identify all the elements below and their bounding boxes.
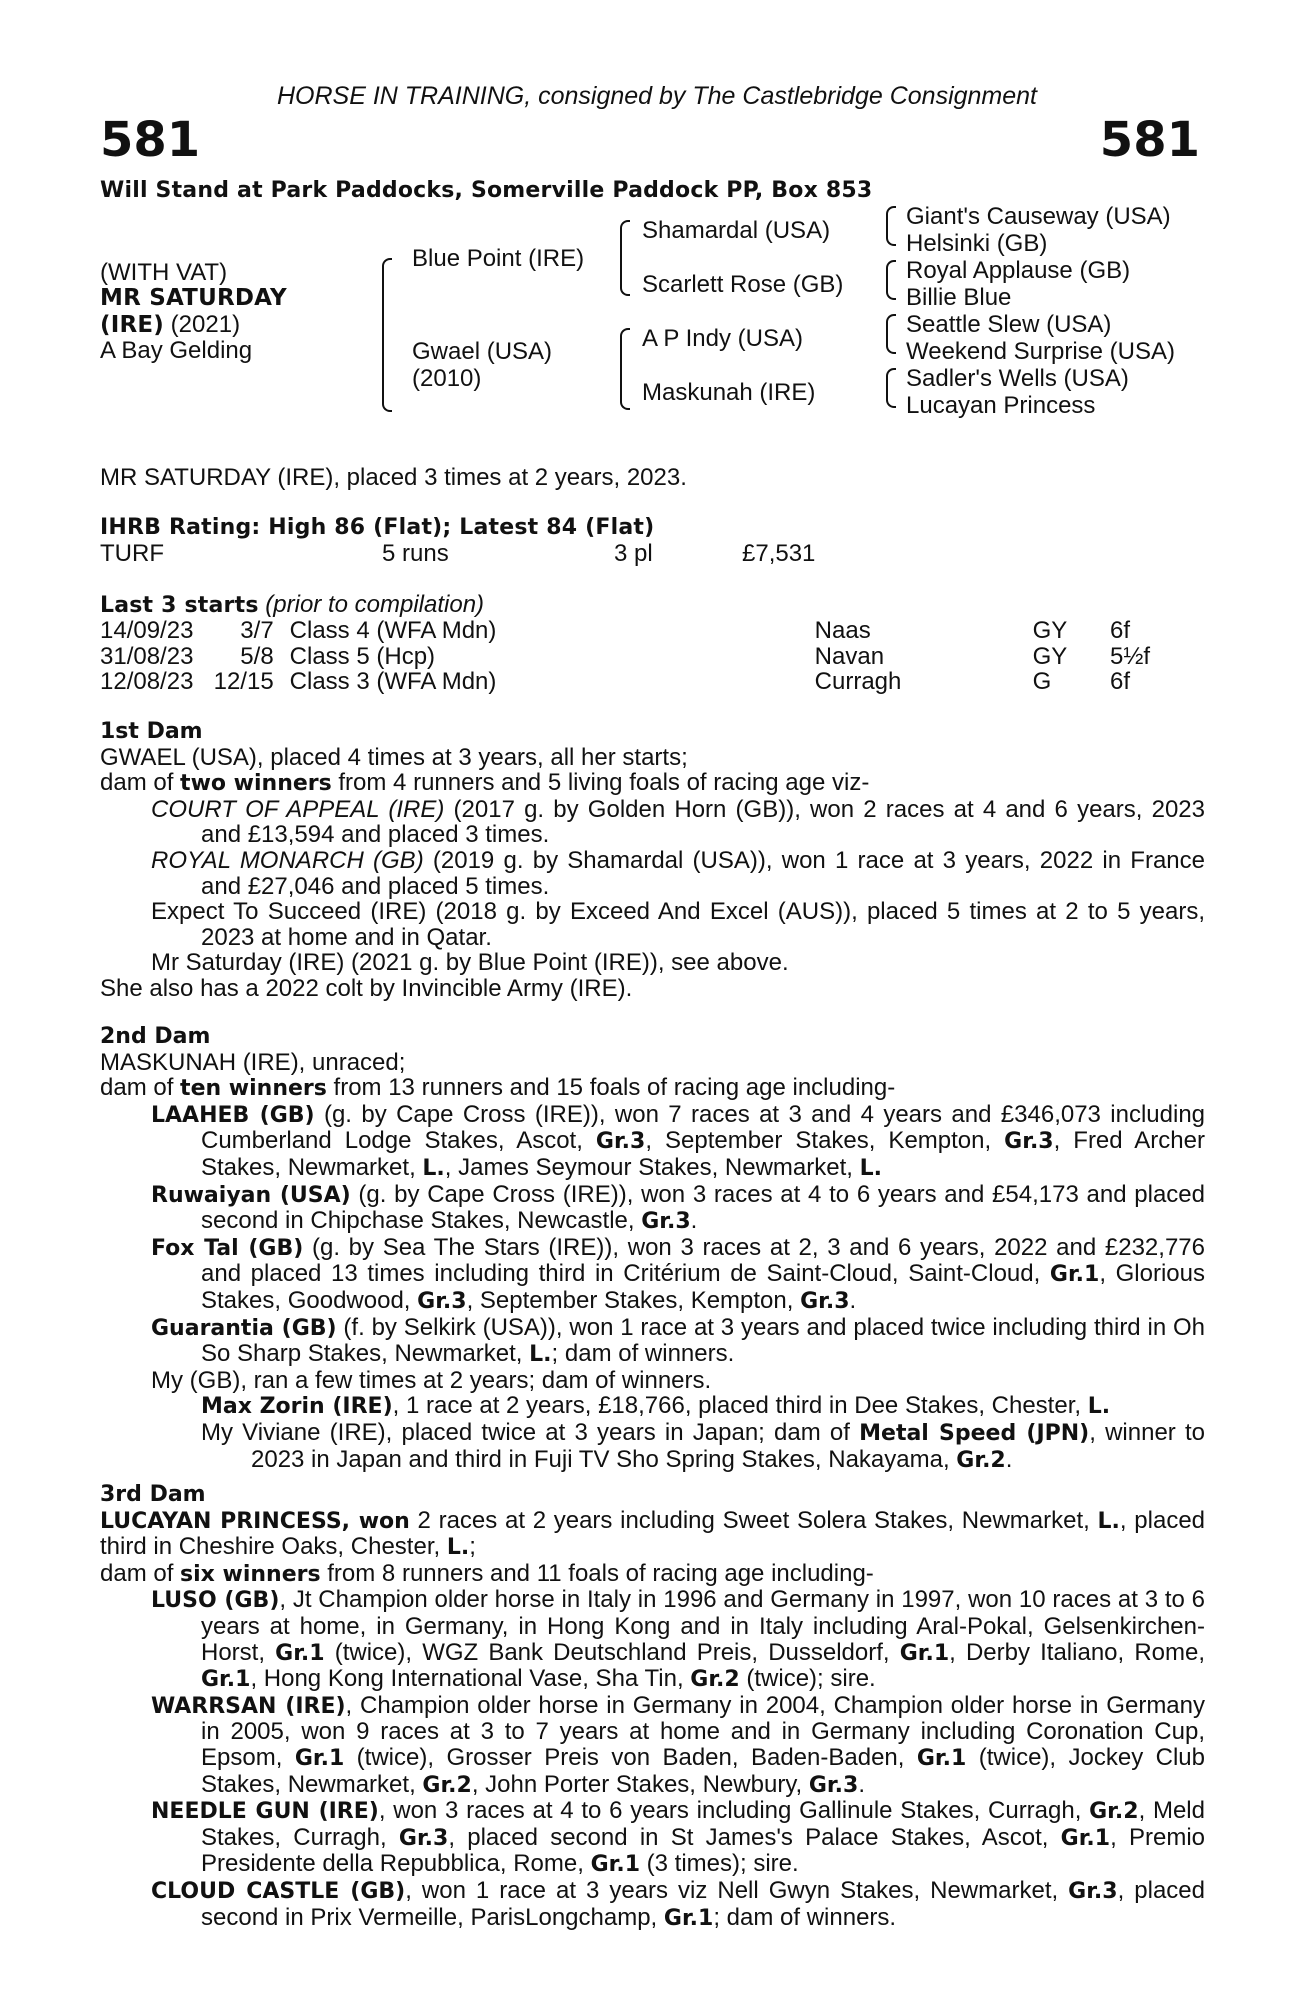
grade: Gr.3	[398, 1825, 449, 1851]
dam-dam-dam: Lucayan Princess	[906, 392, 1096, 419]
table-row	[100, 669, 1150, 695]
grade: Gr.2	[1089, 1799, 1139, 1825]
text: (g. by Sea The Stars (IRE)), won 3 races at 2, 3 and 6 years, 2022 and £232,776 and placed 13 times including third in Critérium de Saint-Cloud, Saint-Cloud,	[201, 1233, 1205, 1288]
horse-year: (2021)	[164, 311, 241, 338]
start-date: 31/08/23	[100, 642, 194, 670]
text: , James Seymour Stakes, Newmarket,	[444, 1153, 860, 1181]
sire: Blue Point (IRE)	[412, 245, 585, 272]
first-dam-title: 1st Dam	[100, 719, 203, 744]
progeny-name: Ruwaiyan (USA)	[151, 1182, 351, 1208]
text: (twice); sire.	[739, 1665, 876, 1693]
progeny-name: CLOUD CASTLE (GB)	[151, 1878, 406, 1904]
text: from 4 runners and 5 living foals of racing age viz-	[331, 769, 870, 797]
grade: Gr.1	[275, 1640, 325, 1666]
first-dam-line: GWAEL (USA), placed 4 times at 3 years, all her starts;	[100, 743, 688, 771]
first-dam-produce-intro	[100, 770, 1205, 797]
winners-count: two winners	[180, 771, 332, 797]
start-distance: 6f	[1109, 668, 1130, 696]
grade: L.	[1097, 1508, 1120, 1534]
rating-placed: 3 pl	[614, 540, 653, 567]
text: .	[849, 1286, 857, 1314]
table-row	[100, 644, 1150, 670]
text: , Jt Champion older horse in Italy in 1996 and Germany in 1997, won 10 races at 3 to 6 years at home, in Germany, in Hong Kong and in Italy including Aral-Pokal, Gelsenkirchen-Horst,	[201, 1586, 1205, 1666]
pedigree-brace-2a	[620, 220, 630, 296]
progeny-name: NEEDLE GUN (IRE)	[151, 1799, 379, 1825]
table-row	[100, 618, 1150, 644]
pedigree-brace-3d	[886, 368, 896, 408]
start-race: Class 4 (WFA Mdn)	[289, 617, 497, 644]
race-summary: MR SATURDAY (IRE), placed 3 times at 2 years, 2023.	[100, 464, 687, 491]
sire-dam: Scarlett Rose (GB)	[642, 271, 844, 298]
grade: Gr.1	[201, 1667, 251, 1693]
progeny-name: Metal Speed (JPN)	[859, 1420, 1090, 1446]
text: (twice), Grosser Preis von Baden, Baden-Baden,	[344, 1743, 917, 1771]
start-distance: 5½f	[1109, 642, 1150, 670]
start-position: 5/8	[240, 642, 274, 670]
start-course: Naas	[814, 617, 871, 644]
progeny-entry	[100, 1798, 1205, 1878]
horse-description: A Bay Gelding	[100, 337, 253, 364]
winners-count: ten winners	[180, 1076, 327, 1102]
text: ; dam of winners.	[551, 1340, 735, 1368]
progeny-entry	[100, 848, 1205, 899]
start-course: Curragh	[814, 668, 902, 696]
lot-number-right: 581	[1099, 112, 1200, 168]
horse-origin	[100, 312, 240, 339]
grade: L.	[422, 1155, 445, 1181]
pedigree-brace-2b	[620, 328, 630, 410]
starts-heading	[100, 592, 484, 619]
grade: Gr.2	[956, 1447, 1006, 1473]
dam: Gwael (USA)	[412, 338, 553, 365]
progeny-entry: Expect To Succeed (IRE) (2018 g. by Exceed And Excel (AUS)), placed 5 times at 2 to 5 years, 2023 at home and in Qatar.	[151, 898, 1205, 951]
second-dam-produce-intro	[100, 1075, 1205, 1102]
pedigree-brace-3b	[886, 260, 896, 300]
start-going: GY	[1032, 642, 1068, 670]
text: , September Stakes, Kempton,	[466, 1286, 801, 1314]
start-going: GY	[1032, 617, 1068, 644]
text: , 1 race at 2 years, £18,766, placed third in Dee Stakes, Chester,	[392, 1392, 1088, 1420]
text: .	[1005, 1445, 1013, 1473]
dam-year: (2010)	[412, 365, 482, 392]
text: , won 1 race at 3 years viz Nell Gwyn Stakes, Newmarket,	[405, 1876, 1069, 1904]
pedigree-brace-3a	[886, 206, 896, 246]
text: (f. by Selkirk (USA)), won 1 race at 3 years and placed twice including third in Oh So Sharp Stakes, Newmarket,	[201, 1313, 1206, 1368]
first-dam-section	[100, 719, 1205, 1002]
text: dam of	[100, 769, 181, 797]
rating-title: IHRB Rating: High 86 (Flat); Latest 84 (Flat)	[100, 515, 655, 540]
text: , winner to 2023 in Japan and third in Fuji TV Sho Spring Stakes, Nakayama,	[251, 1418, 1205, 1473]
text: (twice), WGZ Bank Deutschland Preis, Dusseldorf,	[324, 1638, 900, 1666]
progeny-entry	[100, 1182, 1205, 1235]
text: (3 times); sire.	[640, 1850, 799, 1878]
text: , Premio Presidente della Repubblica, Rome,	[201, 1823, 1205, 1878]
catalogue-header: HORSE IN TRAINING, consigned by The Castlebridge Consignment	[276, 82, 1038, 110]
progeny-name: Max Zorin (IRE)	[201, 1394, 393, 1420]
grade: L.	[1087, 1394, 1111, 1420]
progeny-name: COURT OF APPEAL (IRE)	[151, 795, 445, 823]
dam-dam-sire: Sadler's Wells (USA)	[906, 365, 1129, 392]
horse-country: (IRE)	[100, 312, 165, 338]
start-course: Navan	[814, 642, 885, 670]
start-position: 12/15	[213, 668, 274, 696]
grade: Gr.3	[641, 1209, 691, 1235]
start-date: 14/09/23	[100, 617, 194, 644]
grade: L.	[529, 1342, 552, 1368]
rating-runs: 5 runs	[382, 540, 449, 567]
starts-table	[100, 618, 1150, 695]
text: (g. by Cape Cross (IRE)), won 3 races at 4 to 6 years and £54,173 and placed second in Chipchase Stakes, Newcastle,	[201, 1180, 1205, 1235]
text: , Champion older horse in Germany in 2004, Champion older horse in Germany in 2005, won 9 races at 3 to 7 years at home and in Germany including Coronation Cup, Epsom,	[201, 1691, 1205, 1771]
progeny-name: LUSO (GB)	[151, 1588, 280, 1614]
text: ; dam of winners.	[713, 1903, 897, 1931]
grade: Gr.1	[663, 1905, 714, 1931]
text: , placed second in Prix Vermeille, ParisLongchamp,	[201, 1876, 1205, 1931]
third-dam-section	[100, 1482, 1205, 1931]
second-dam-section	[100, 1024, 1205, 1473]
dam-sire-dam: Weekend Surprise (USA)	[906, 338, 1175, 365]
text: .	[858, 1770, 865, 1798]
grade: L.	[859, 1155, 882, 1181]
start-position: 3/7	[240, 617, 274, 644]
progeny-entry	[100, 1587, 1205, 1692]
grand-progeny-entry	[100, 1393, 1205, 1420]
grade: Gr.3	[595, 1129, 646, 1155]
stabling-info: Will Stand at Park Paddocks, Somerville Paddock PP, Box 853	[100, 178, 873, 203]
progeny-entry: My (GB), ran a few times at 2 years; dam of winners.	[151, 1366, 712, 1394]
grade: Gr.2	[690, 1667, 740, 1693]
text: , John Porter Stakes, Newbury,	[471, 1770, 809, 1798]
text: , placed third in Cheshire Oaks, Chester,	[100, 1506, 1206, 1561]
first-dam-note: She also has a 2022 colt by Invincible Army (IRE).	[100, 974, 633, 1002]
text: ;	[469, 1533, 476, 1561]
dam-sire: A P Indy (USA)	[642, 325, 803, 352]
progeny-entry	[100, 1235, 1205, 1315]
text: , Fred Archer Stakes, Newmarket,	[201, 1127, 1205, 1181]
lot-number-left: 581	[100, 112, 201, 168]
progeny-entry	[100, 1693, 1205, 1798]
progeny-entry	[100, 1102, 1205, 1182]
progeny-detail: (2019 g. by Shamardal (USA)), won 1 race at 3 years, 2022 in France and £27,046 and placed 5 times.	[201, 846, 1205, 900]
grade: Gr.3	[417, 1288, 467, 1314]
start-going: G	[1032, 668, 1052, 696]
text: .	[690, 1207, 698, 1235]
pedigree-brace-3c	[886, 314, 896, 354]
text: My Viviane (IRE), placed twice at 3 years in Japan; dam of	[201, 1418, 860, 1446]
text: (twice), Jockey Club Stakes, Newmarket,	[201, 1743, 1206, 1798]
winners-count: six winners	[180, 1561, 321, 1587]
sire-dam-sire: Royal Applause (GB)	[906, 257, 1131, 284]
starts-title: Last 3 starts	[100, 593, 259, 618]
grand-progeny-entry	[100, 1420, 1205, 1473]
text: , placed second in St James's Palace Stakes, Ascot,	[448, 1823, 1061, 1851]
pedigree-brace-1	[382, 258, 392, 412]
grade: Gr.3	[800, 1288, 850, 1314]
text: from 8 runners and 11 foals of racing age including-	[320, 1559, 874, 1587]
grade: Gr.1	[899, 1640, 950, 1666]
progeny-entry: Mr Saturday (IRE) (2021 g. by Blue Point (IRE)), see above.	[151, 949, 789, 977]
text: (g. by Cape Cross (IRE)), won 7 races at 3 and 4 years and £346,073 including Cumberland Lodge Stakes, Ascot,	[201, 1100, 1206, 1155]
grade: Gr.1	[1049, 1262, 1100, 1288]
rating-earnings: £7,531	[742, 540, 816, 567]
dam-sire-sire: Seattle Slew (USA)	[906, 311, 1112, 338]
text: , won 3 races at 4 to 6 years including Gallinule Stakes, Curragh,	[378, 1797, 1090, 1825]
progeny-entry	[100, 1878, 1205, 1931]
sire-sire: Shamardal (USA)	[642, 217, 831, 244]
progeny-name: Fox Tal (GB)	[151, 1235, 304, 1261]
grade: Gr.1	[916, 1745, 967, 1771]
progeny-name: Guarantia (GB)	[151, 1315, 337, 1341]
progeny-entry	[100, 797, 1205, 848]
progeny-name: WARRSAN (IRE)	[151, 1693, 346, 1719]
third-dam-produce-intro	[100, 1561, 1205, 1588]
grade: Gr.3	[808, 1772, 859, 1798]
text: , Hong Kong International Vase, Sha Tin,	[250, 1665, 691, 1693]
progeny-name: LAAHEB (GB)	[151, 1102, 315, 1128]
start-distance: 6f	[1109, 617, 1130, 644]
text: , September Stakes, Kempton,	[645, 1127, 1005, 1155]
text: 2 races at 2 years including Sweet Solera Stakes, Newmarket,	[409, 1506, 1098, 1534]
progeny-name: ROYAL MONARCH (GB)	[151, 846, 424, 874]
start-date: 12/08/23	[100, 668, 194, 696]
grade: Gr.1	[590, 1852, 640, 1878]
third-dam-title: 3rd Dam	[100, 1482, 206, 1507]
grade: Gr.3	[1004, 1129, 1054, 1155]
vat-note: (WITH VAT)	[100, 259, 228, 286]
grade: Gr.1	[1060, 1825, 1111, 1851]
grade: Gr.2	[422, 1772, 472, 1798]
second-dam-line: MASKUNAH (IRE), unraced;	[100, 1048, 406, 1076]
grade: Gr.1	[294, 1745, 345, 1771]
text: , Glorious Stakes, Goodwood,	[201, 1260, 1205, 1314]
text: dam of	[100, 1559, 181, 1587]
text: dam of	[100, 1074, 181, 1102]
progeny-detail: (2017 g. by Golden Horn (GB)), won 2 races at 4 and 6 years, 2023 and £13,594 and placed 3 times.	[201, 795, 1205, 849]
dam-dam: Maskunah (IRE)	[642, 379, 816, 406]
start-race: Class 3 (WFA Mdn)	[289, 668, 497, 696]
start-race: Class 5 (Hcp)	[289, 642, 436, 670]
rating-surface: TURF	[100, 540, 164, 567]
grade: Gr.3	[1068, 1878, 1118, 1904]
text: , won	[341, 1508, 410, 1534]
sire-dam-dam: Billie Blue	[906, 284, 1012, 311]
second-dam-title: 2nd Dam	[100, 1024, 211, 1049]
text: from 13 runners and 15 foals of racing age including-	[326, 1074, 896, 1102]
sire-sire-dam: Helsinki (GB)	[906, 230, 1048, 257]
horse-name: MR SATURDAY	[100, 285, 287, 311]
starts-note: (prior to compilation)	[258, 591, 485, 618]
progeny-entry	[100, 1315, 1205, 1368]
sire-sire-sire: Giant's Causeway (USA)	[906, 203, 1171, 230]
text: , Derby Italiano, Rome,	[949, 1638, 1205, 1666]
grade: L.	[446, 1535, 470, 1561]
third-dam-line	[100, 1508, 1205, 1561]
text: , Meld Stakes, Curragh,	[201, 1797, 1205, 1851]
dam-name: LUCAYAN PRINCESS	[100, 1508, 342, 1534]
